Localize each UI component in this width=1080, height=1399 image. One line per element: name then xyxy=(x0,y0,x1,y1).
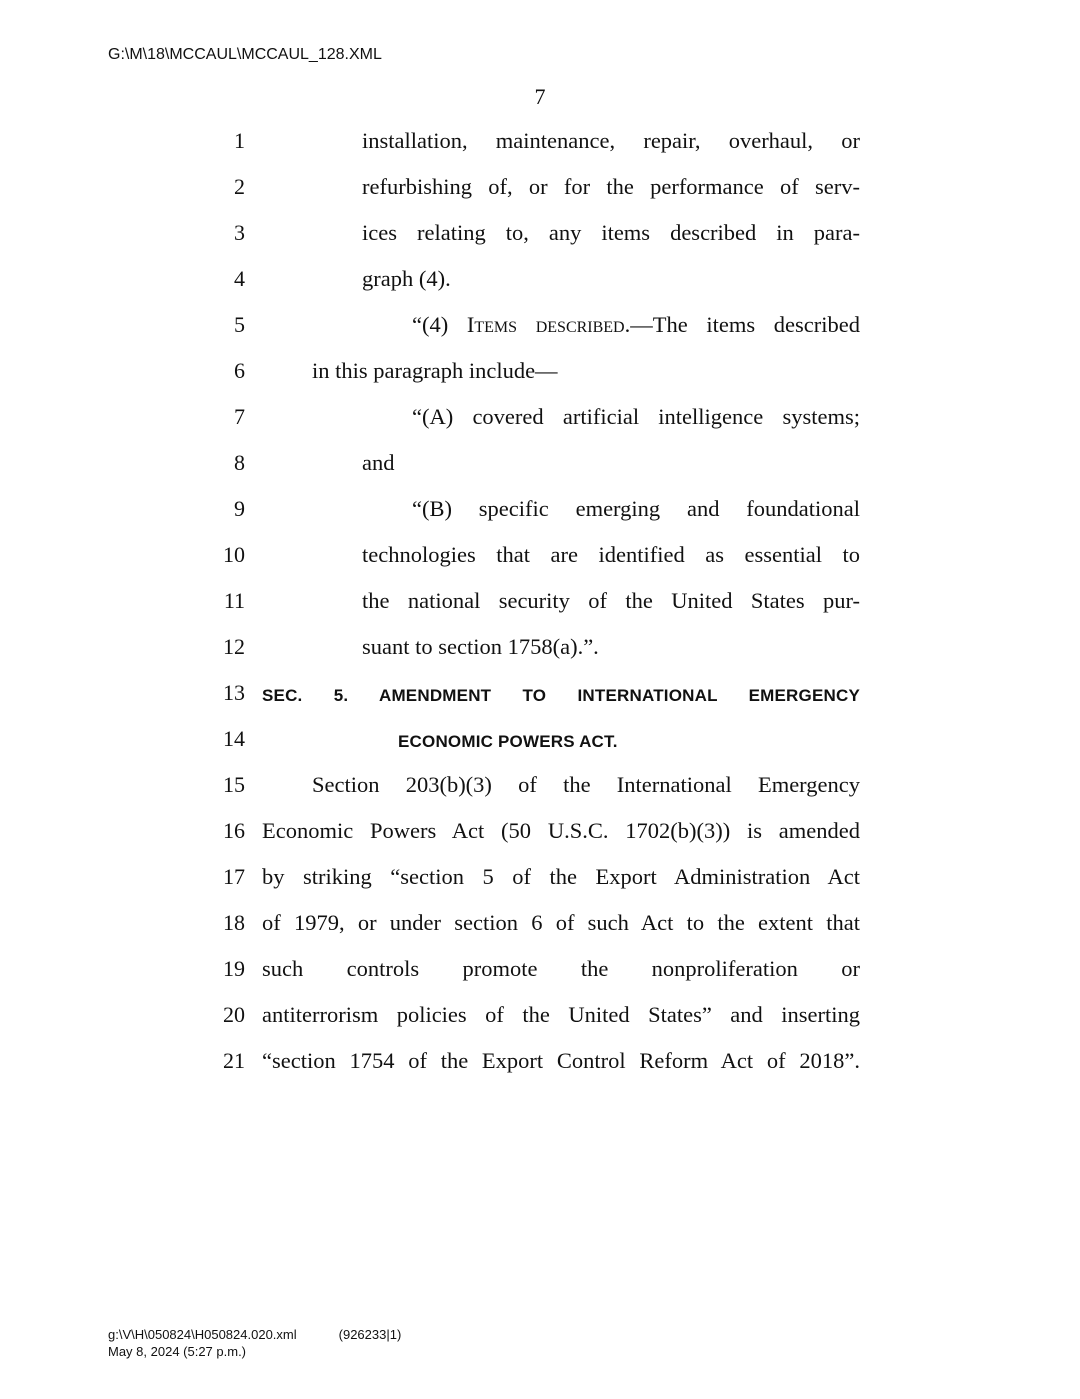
line-number: 9 xyxy=(234,496,245,521)
footer-first-row xyxy=(108,1326,401,1343)
line-number: 10 xyxy=(223,542,245,567)
line-20 xyxy=(0,1000,1080,1046)
line-text: antiterrorism policies of the United States” and inserting xyxy=(262,1002,860,1027)
line-text xyxy=(412,310,860,340)
line-12 xyxy=(0,632,1080,678)
line-9 xyxy=(0,494,1080,540)
line-number: 3 xyxy=(234,220,245,245)
footer-version-code: (926233|1) xyxy=(338,1327,402,1342)
line-5 xyxy=(0,310,1080,356)
line-text: by striking “section 5 of the Export Administration Act xyxy=(262,864,860,889)
line-number: 7 xyxy=(234,404,245,429)
line-number: 4 xyxy=(234,266,245,291)
document-footer xyxy=(108,1326,401,1360)
line-text: and xyxy=(362,450,395,475)
line-text: “(A) covered artificial intelligence systems; xyxy=(412,404,860,429)
line-8 xyxy=(0,448,1080,494)
line-text: installation, maintenance, repair, overhaul, or xyxy=(362,128,860,153)
section-heading: SEC. 5. AMENDMENT TO INTERNATIONAL EMERGENCY xyxy=(262,686,860,705)
line-15 xyxy=(0,770,1080,816)
line-number: 11 xyxy=(223,588,245,613)
footer-timestamp: May 8, 2024 (5:27 p.m.) xyxy=(108,1344,247,1359)
line-text: refurbishing of, or for the performance of serv- xyxy=(362,174,860,199)
line-number: 19 xyxy=(223,956,245,981)
line-number: 5 xyxy=(234,312,245,337)
line-text: Economic Powers Act (50 U.S.C. 1702(b)(3)) is amended xyxy=(262,818,860,843)
paragraph-lead: .—The items described xyxy=(624,312,860,337)
footer-file-path: g:\V\H\050824\H050824.020.xml xyxy=(108,1327,297,1342)
line-text: technologies that are identified as essential to xyxy=(362,542,860,567)
page-number: 7 xyxy=(534,84,546,109)
line-number: 18 xyxy=(223,910,245,935)
line-text: in this paragraph include— xyxy=(312,358,558,383)
line-10 xyxy=(0,540,1080,586)
line-number: 20 xyxy=(223,1002,245,1027)
line-18 xyxy=(0,908,1080,954)
line-14 xyxy=(0,724,1080,770)
line-text: the national security of the United States pur- xyxy=(362,588,860,613)
paragraph-marker: “(4) xyxy=(412,312,467,337)
line-text: “(B) specific emerging and foundational xyxy=(412,496,860,521)
line-1 xyxy=(0,126,1080,172)
line-text: “section 1754 of the Export Control Reform Act of 2018”. xyxy=(262,1048,860,1073)
line-text: of 1979, or under section 6 of such Act to the extent that xyxy=(262,910,860,935)
line-19 xyxy=(0,954,1080,1000)
line-number: 14 xyxy=(223,726,245,751)
line-11 xyxy=(0,586,1080,632)
line-2 xyxy=(0,172,1080,218)
line-4 xyxy=(0,264,1080,310)
line-6 xyxy=(0,356,1080,402)
line-17 xyxy=(0,862,1080,908)
line-text: ices relating to, any items described in para- xyxy=(362,220,860,245)
line-number: 15 xyxy=(223,772,245,797)
line-text: graph (4). xyxy=(362,266,451,291)
line-number: 2 xyxy=(234,174,245,199)
line-text: Section 203(b)(3) of the International Emergency xyxy=(312,772,860,797)
line-13 xyxy=(0,678,1080,724)
line-text: such controls promote the nonproliferation or xyxy=(262,956,860,981)
file-path-header: G:\M\18\MCCAUL\MCCAUL_128.XML xyxy=(108,46,382,63)
line-number: 21 xyxy=(223,1048,245,1073)
line-text: suant to section 1758(a).”. xyxy=(362,634,599,659)
line-7 xyxy=(0,402,1080,448)
line-number: 1 xyxy=(234,128,245,153)
line-number: 13 xyxy=(223,680,245,705)
line-number: 12 xyxy=(223,634,245,659)
line-number: 16 xyxy=(223,818,245,843)
line-number: 17 xyxy=(223,864,245,889)
section-heading-continued: ECONOMIC POWERS ACT. xyxy=(398,732,618,751)
line-21 xyxy=(0,1046,1080,1092)
line-16 xyxy=(0,816,1080,862)
paragraph-heading: Items described xyxy=(466,312,625,337)
line-number: 6 xyxy=(234,358,245,383)
line-number: 8 xyxy=(234,450,245,475)
line-3 xyxy=(0,218,1080,264)
